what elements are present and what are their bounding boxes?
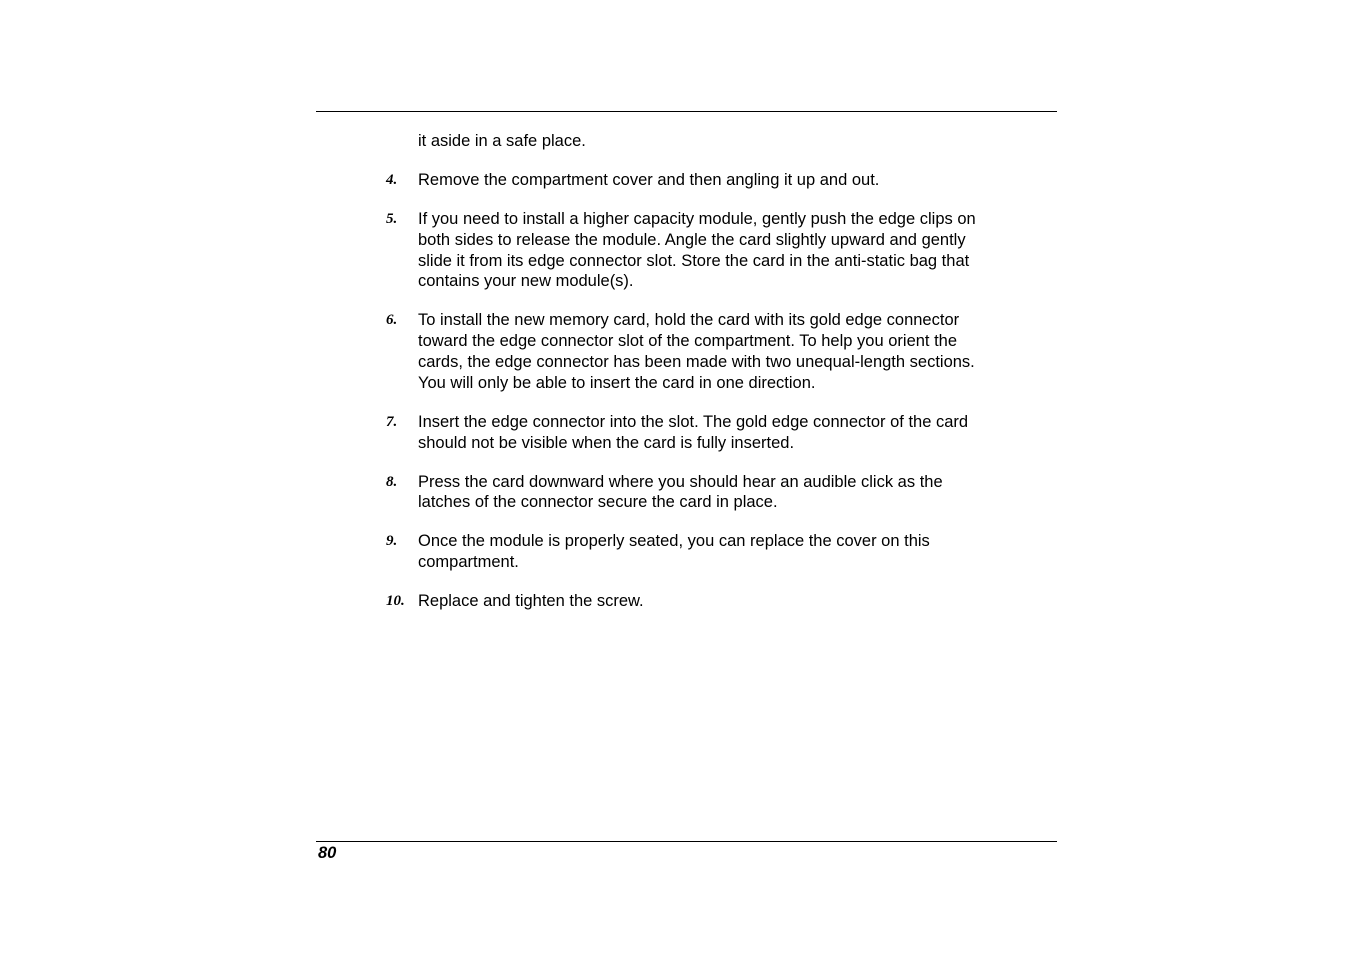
step-text: Once the module is properly seated, you can replace the cover on this compartment. <box>418 532 930 572</box>
step-number: 4. <box>386 172 398 188</box>
step-number: 7. <box>386 413 398 430</box>
step-item-8 <box>386 472 1046 514</box>
step-text: Press the card downward where you should hear an audible click as the latches of the connector secure the card in place. <box>418 472 943 512</box>
step-text: Replace and tighten the screw. <box>418 592 644 611</box>
instruction-steps <box>386 170 1046 630</box>
step-text: If you need to install a higher capacity module, gently push the edge clips on both sides to release the module. Angle the card slightly upward and gently slide it from its edge connector slot. Store the card in the anti-static bag that contains your new module(s). <box>418 209 976 291</box>
step-number: 8. <box>386 473 398 490</box>
step-number: 6. <box>386 312 398 329</box>
step-item-10 <box>386 591 1046 612</box>
step-number: 5. <box>386 210 398 227</box>
step-item-5 <box>386 209 1046 292</box>
step-item-4 <box>386 170 1046 191</box>
step-item-9 <box>386 531 1046 573</box>
header-rule <box>316 111 1057 112</box>
page-number: 80 <box>318 844 337 862</box>
footer-rule <box>316 841 1057 842</box>
step-text: Remove the compartment cover and then angling it up and out. <box>418 171 880 189</box>
step-item-6 <box>386 310 1046 393</box>
step-number: 10. <box>386 593 405 610</box>
step-text: To install the new memory card, hold the card with its gold edge connector toward the edge connector slot of the compartment. To help you orient the cards, the edge connector has been made with two unequal-length sections. You will only be able to insert the card in one direction. <box>418 311 975 392</box>
step-number: 9. <box>386 533 398 550</box>
step-text: Insert the edge connector into the slot. The gold edge connector of the card should not be visible when the card is fully inserted. <box>418 412 969 452</box>
continuation-text: it aside in a safe place. <box>418 132 586 150</box>
step-item-7 <box>386 412 1046 454</box>
